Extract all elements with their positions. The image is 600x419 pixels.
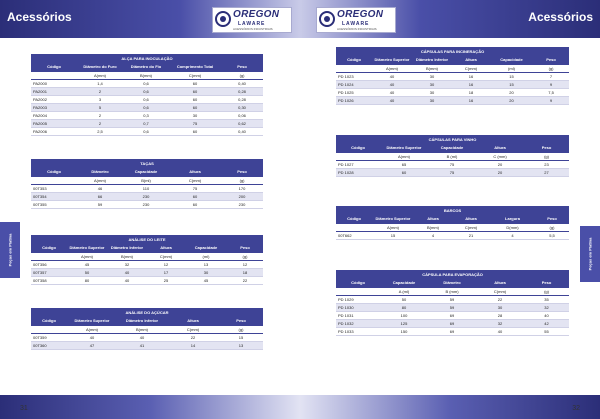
- table-cell: 40: [524, 312, 569, 320]
- column-header: Peso: [524, 279, 569, 288]
- table-row: [31, 269, 263, 277]
- table-cell: 69: [428, 312, 476, 320]
- column-unit: (ml): [490, 65, 533, 73]
- column-unit: [336, 288, 380, 296]
- table-cell: 59: [428, 304, 476, 312]
- table-row: [336, 169, 569, 177]
- product-code: PD 1027: [336, 161, 380, 169]
- table-cell: 40: [117, 334, 167, 342]
- table-cell: 0,62: [221, 120, 263, 128]
- table-cell: 7: [533, 73, 569, 81]
- table-cell: 28: [476, 312, 524, 320]
- table-row: [31, 104, 263, 112]
- table-row: [31, 120, 263, 128]
- table-cell: 0,6: [123, 88, 169, 96]
- table-cell: 20: [476, 161, 524, 169]
- column-header: Diâmetro Inferior: [107, 244, 147, 253]
- column-unit: (g): [533, 65, 569, 73]
- brand-logo-right: [316, 7, 396, 33]
- brand-tagline: ACESSÓRIOS INDUSTRIAIS: [337, 27, 377, 31]
- column-unit: A(mm): [372, 224, 414, 232]
- table-cell: 46: [77, 185, 123, 193]
- column-header: Capacidade: [490, 56, 533, 65]
- column-header: Diâmetro do Fio: [123, 63, 169, 72]
- product-code: PD 1031: [336, 312, 380, 320]
- table-cell: 0,28: [221, 96, 263, 104]
- table-cell: 60: [169, 128, 221, 136]
- table-cell: 12: [147, 261, 185, 269]
- table-cell: 50: [380, 296, 428, 304]
- table-row: [31, 342, 263, 350]
- column-header: Peso: [221, 168, 263, 177]
- table-cell: 9: [533, 97, 569, 105]
- side-tab-label: Peças em Platina: [7, 233, 13, 267]
- column-unit: C(mm): [169, 72, 221, 80]
- table-cell: 75: [428, 169, 476, 177]
- table-cell: 20: [490, 97, 533, 105]
- column-header: Altura: [147, 244, 185, 253]
- column-unit: (g): [535, 224, 569, 232]
- column-header: Peso: [227, 244, 263, 253]
- table-tacas: [31, 159, 263, 209]
- column-header: Altura: [167, 317, 219, 326]
- product-code: 00T359: [31, 334, 67, 342]
- column-unit: C(mm): [476, 288, 524, 296]
- brand-logo-left: [212, 7, 292, 33]
- column-unit: B(mm): [117, 326, 167, 334]
- table-row: [336, 73, 569, 81]
- column-unit: A(mm): [67, 253, 107, 261]
- column-unit: [31, 72, 77, 80]
- product-code: PD 1023: [336, 73, 372, 81]
- table-cell: 66: [77, 193, 123, 201]
- column-unit: [336, 153, 380, 161]
- column-unit: A(mm): [380, 153, 428, 161]
- column-header: Peso: [221, 63, 263, 72]
- column-header: Capacidade: [428, 144, 476, 153]
- table-cell: 40: [372, 81, 412, 89]
- table-cell: 13: [185, 261, 227, 269]
- table-cell: 170: [221, 185, 263, 193]
- table-cell: 16: [452, 97, 490, 105]
- table-cell: 40: [372, 97, 412, 105]
- column-unit: [31, 253, 67, 261]
- table-cell: 125: [380, 320, 428, 328]
- column-unit: (g): [221, 177, 263, 185]
- table-cell: 47: [67, 342, 117, 350]
- table-cell: 0,6: [123, 104, 169, 112]
- column-header: Diâmetro do Furo: [77, 63, 123, 72]
- table-row: [336, 161, 569, 169]
- table-cell: 150: [380, 328, 428, 336]
- table-cell: 60: [169, 201, 221, 209]
- product-code: PA2002: [31, 96, 77, 104]
- product-code: 00T354: [31, 193, 77, 201]
- table-cell: 30: [185, 269, 227, 277]
- product-code: PA2000: [31, 80, 77, 88]
- column-header: Diâmetro Inferior: [412, 56, 452, 65]
- column-unit: C(mm): [169, 177, 221, 185]
- table-cell: 40: [372, 73, 412, 81]
- column-unit: [31, 177, 77, 185]
- table-cell: 0,3: [123, 112, 169, 120]
- column-unit: (ml): [185, 253, 227, 261]
- column-header: Código: [336, 144, 380, 153]
- table-cell: 4: [490, 232, 535, 240]
- table-cell: 0,28: [221, 88, 263, 96]
- side-tab-right: [580, 226, 600, 282]
- table-capsulas-evaporacao: [336, 270, 569, 336]
- column-unit: B(mm): [107, 253, 147, 261]
- brand-subtitle: LAWARE: [342, 21, 370, 27]
- table-row: [336, 97, 569, 105]
- product-code: PA2005: [31, 120, 77, 128]
- table-cell: 100: [380, 312, 428, 320]
- product-code: PA2004: [31, 112, 77, 120]
- column-header: Capacidade: [380, 279, 428, 288]
- column-unit: C(mm): [167, 326, 219, 334]
- table-cell: 0,7: [123, 120, 169, 128]
- table-cell: 35: [524, 296, 569, 304]
- table-row: [31, 261, 263, 269]
- brand-name: OREGON: [337, 9, 384, 20]
- table-cell: 40: [476, 328, 524, 336]
- product-code: PA2003: [31, 104, 77, 112]
- column-unit: B(mm): [412, 65, 452, 73]
- table-row: [31, 96, 263, 104]
- product-code: PD 1025: [336, 89, 372, 97]
- table-cell: 22: [476, 296, 524, 304]
- column-header: Código: [31, 168, 77, 177]
- table-cell: 50: [67, 269, 107, 277]
- table-cell: 25: [147, 277, 185, 285]
- table-cell: 230: [123, 201, 169, 209]
- table-cell: 0,6: [123, 128, 169, 136]
- table-cell: 40: [107, 277, 147, 285]
- table-title: BARCOS: [336, 206, 569, 215]
- table-cell: 13: [219, 342, 263, 350]
- table-title: TAÇAS: [31, 159, 263, 168]
- table-cell: 0,6: [123, 96, 169, 104]
- column-header: Capacidade: [123, 168, 169, 177]
- table-cell: 15: [490, 73, 533, 81]
- table-cell: 60: [169, 96, 221, 104]
- column-header: Diâmetro: [77, 168, 123, 177]
- column-header: Diâmetro Superior: [372, 56, 412, 65]
- table-cell: 1,4: [77, 80, 123, 88]
- product-code: 00T357: [31, 269, 67, 277]
- column-header: Altura: [476, 279, 524, 288]
- table-cell: 20: [490, 89, 533, 97]
- table-cell: 2,5: [77, 128, 123, 136]
- page-title-left: Acessórios: [7, 10, 72, 24]
- table-cell: 2: [77, 112, 123, 120]
- table-cell: 7,5: [533, 89, 569, 97]
- column-header: Peso: [533, 56, 569, 65]
- column-unit: B (mm): [428, 288, 476, 296]
- table-cell: 22: [227, 277, 263, 285]
- table-row: [31, 185, 263, 193]
- table-row: [336, 81, 569, 89]
- column-header: Altura: [476, 144, 524, 153]
- column-unit: C (mm): [476, 153, 524, 161]
- column-unit: B(ml): [123, 177, 169, 185]
- column-unit: (g): [524, 153, 569, 161]
- table-cell: 45: [185, 277, 227, 285]
- table-row: [31, 193, 263, 201]
- product-code: PD 1033: [336, 328, 380, 336]
- table-capsulas-incineracao: [336, 47, 569, 105]
- product-code: PD 1032: [336, 320, 380, 328]
- table-cell: 80: [380, 304, 428, 312]
- product-code: PD 1024: [336, 81, 372, 89]
- column-unit: B(mm): [414, 224, 452, 232]
- table-cell: 40: [107, 269, 147, 277]
- table-cell: 65: [380, 161, 428, 169]
- product-code: 00T353: [31, 185, 77, 193]
- table-cell: 30: [169, 112, 221, 120]
- product-code: PD 1026: [336, 97, 372, 105]
- table-cell: 45: [67, 261, 107, 269]
- table-cell: 18: [452, 89, 490, 97]
- column-header: Código: [336, 215, 372, 224]
- table-cell: 0,6: [123, 80, 169, 88]
- table-cell: 30: [412, 97, 452, 105]
- column-header: Largura: [490, 215, 535, 224]
- column-header: Diâmetro Inferior: [117, 317, 167, 326]
- table-cell: 5: [77, 104, 123, 112]
- table-cell: 60: [169, 193, 221, 201]
- table-title: CÁPSULA PARA EVAPORAÇÃO: [336, 270, 569, 279]
- table-cell: 60: [169, 80, 221, 88]
- table-cell: 69: [428, 320, 476, 328]
- table-cell: 15: [372, 232, 414, 240]
- column-header: Altura: [452, 215, 490, 224]
- product-code: PD 1030: [336, 304, 380, 312]
- table-cell: 0,40: [221, 128, 263, 136]
- table-row: [31, 128, 263, 136]
- table-row: [336, 304, 569, 312]
- column-header: Altura: [452, 56, 490, 65]
- column-header: Diâmetro Superior: [67, 244, 107, 253]
- table-cell: 16: [452, 73, 490, 81]
- globe-icon: [215, 11, 231, 27]
- column-header: Diâmetro Superior: [380, 144, 428, 153]
- table-title: ALÇA PARA INOCULAÇÃO: [31, 54, 263, 63]
- table-cell: 55: [524, 328, 569, 336]
- table-row: [31, 277, 263, 285]
- table-cell: 41: [117, 342, 167, 350]
- header-bar: [0, 0, 600, 38]
- table-cell: 59: [77, 201, 123, 209]
- column-unit: A(mm): [77, 177, 123, 185]
- product-code: 00T358: [31, 277, 67, 285]
- table-cell: 32: [107, 261, 147, 269]
- column-header: Diâmetro Superior: [67, 317, 117, 326]
- column-unit: C(mm): [452, 224, 490, 232]
- column-header: Altura: [169, 168, 221, 177]
- table-cell: 2: [77, 88, 123, 96]
- table-cell: 69: [428, 328, 476, 336]
- table-cell: 60: [169, 104, 221, 112]
- side-tab-left: [0, 222, 20, 278]
- column-header: Código: [31, 63, 77, 72]
- column-unit: A(mm): [372, 65, 412, 73]
- table-cell: 75: [428, 161, 476, 169]
- table-cell: 200: [221, 193, 263, 201]
- table-row: [336, 320, 569, 328]
- column-unit: A(mm): [67, 326, 117, 334]
- table-barcos: [336, 206, 569, 240]
- table-row: [336, 89, 569, 97]
- table-row: [31, 88, 263, 96]
- table-cell: 42: [524, 320, 569, 328]
- table-cell: 40: [67, 334, 117, 342]
- table-cell: 18: [227, 269, 263, 277]
- table-row: [336, 296, 569, 304]
- table-cell: 21: [452, 232, 490, 240]
- table-title: ANÁLISE DO AÇÚCAR: [31, 308, 263, 317]
- table-cell: 9: [533, 81, 569, 89]
- column-unit: B(mm): [123, 72, 169, 80]
- footer-bar: [0, 395, 600, 419]
- product-code: PD 1028: [336, 169, 380, 177]
- table-cell: 2: [77, 120, 123, 128]
- column-header: Comprimento Total: [169, 63, 221, 72]
- column-unit: (g): [219, 326, 263, 334]
- column-unit: (g): [221, 72, 263, 80]
- column-header: Diâmetro Superior: [372, 215, 414, 224]
- table-cell: 80: [67, 277, 107, 285]
- column-unit: D(mm): [490, 224, 535, 232]
- table-cell: 40: [372, 89, 412, 97]
- table-cell: 0,06: [221, 112, 263, 120]
- table-row: [336, 312, 569, 320]
- table-cell: 30: [412, 89, 452, 97]
- globe-icon: [319, 11, 335, 27]
- column-unit: C(mm): [147, 253, 185, 261]
- page-number-left: 31: [20, 405, 28, 412]
- table-cell: 22: [167, 334, 219, 342]
- product-code: 00T355: [31, 201, 77, 209]
- table-row: [31, 80, 263, 88]
- brand-subtitle: LAWARE: [238, 21, 266, 27]
- product-code: PD 1029: [336, 296, 380, 304]
- column-unit: (g): [524, 288, 569, 296]
- table-row: [31, 112, 263, 120]
- table-title: ANÁLISE DO LEITE: [31, 235, 263, 244]
- column-header: Código: [31, 317, 67, 326]
- table-cell: 230: [221, 201, 263, 209]
- column-header: Capacidade: [185, 244, 227, 253]
- table-cell: 30: [412, 81, 452, 89]
- table-analise-leite: [31, 235, 263, 285]
- product-code: PA2001: [31, 88, 77, 96]
- column-unit: C(mm): [452, 65, 490, 73]
- table-cell: 32: [524, 304, 569, 312]
- table-analise-acucar: [31, 308, 263, 350]
- column-header: Código: [336, 56, 372, 65]
- table-capsulas-vinho: [336, 135, 569, 177]
- side-tab-label: Peças em Platina: [587, 237, 593, 271]
- product-code: 00T360: [31, 342, 67, 350]
- table-alca: [31, 54, 263, 136]
- table-cell: 17: [147, 269, 185, 277]
- column-unit: B (ml): [428, 153, 476, 161]
- table-cell: 5,5: [535, 232, 569, 240]
- table-cell: 23: [524, 161, 569, 169]
- table-cell: 59: [428, 296, 476, 304]
- product-code: 00T662: [336, 232, 372, 240]
- column-unit: A(mm): [77, 72, 123, 80]
- table-cell: 15: [219, 334, 263, 342]
- table-cell: 14: [167, 342, 219, 350]
- table-cell: 16: [452, 81, 490, 89]
- table-cell: 3: [77, 96, 123, 104]
- brand-name: OREGON: [233, 9, 280, 20]
- column-header: Diâmetro: [428, 279, 476, 288]
- table-row: [336, 328, 569, 336]
- column-header: Código: [336, 279, 380, 288]
- column-header: Altura: [414, 215, 452, 224]
- column-unit: (g): [227, 253, 263, 261]
- column-unit: [31, 326, 67, 334]
- table-cell: 75: [169, 120, 221, 128]
- table-title: CÁPSULAS PARA VINHO: [336, 135, 569, 144]
- table-cell: 4: [414, 232, 452, 240]
- column-unit: [336, 65, 372, 73]
- table-row: [31, 201, 263, 209]
- table-cell: 30: [476, 304, 524, 312]
- product-code: PA2006: [31, 128, 77, 136]
- column-unit: A (ml): [380, 288, 428, 296]
- page-title-right: Acessórios: [528, 10, 593, 24]
- table-cell: 60: [380, 169, 428, 177]
- table-cell: 32: [476, 320, 524, 328]
- table-cell: 0,40: [221, 80, 263, 88]
- table-cell: 0,30: [221, 104, 263, 112]
- column-header: Peso: [535, 215, 569, 224]
- table-cell: 20: [476, 169, 524, 177]
- brand-tagline: ACESSÓRIOS INDUSTRIAIS: [233, 27, 273, 31]
- column-header: Peso: [219, 317, 263, 326]
- table-cell: 230: [123, 193, 169, 201]
- table-title: CÁPSULAS PARA INCINERAÇÃO: [336, 47, 569, 56]
- table-cell: 110: [123, 185, 169, 193]
- table-cell: 75: [169, 185, 221, 193]
- column-header: Peso: [524, 144, 569, 153]
- product-code: 00T356: [31, 261, 67, 269]
- table-row: [31, 334, 263, 342]
- column-unit: [336, 224, 372, 232]
- table-cell: 60: [169, 88, 221, 96]
- table-cell: 12: [227, 261, 263, 269]
- table-row: [336, 232, 569, 240]
- table-cell: 27: [524, 169, 569, 177]
- table-cell: 30: [412, 73, 452, 81]
- page-number-right: 32: [572, 405, 580, 412]
- table-cell: 15: [490, 81, 533, 89]
- column-header: Código: [31, 244, 67, 253]
